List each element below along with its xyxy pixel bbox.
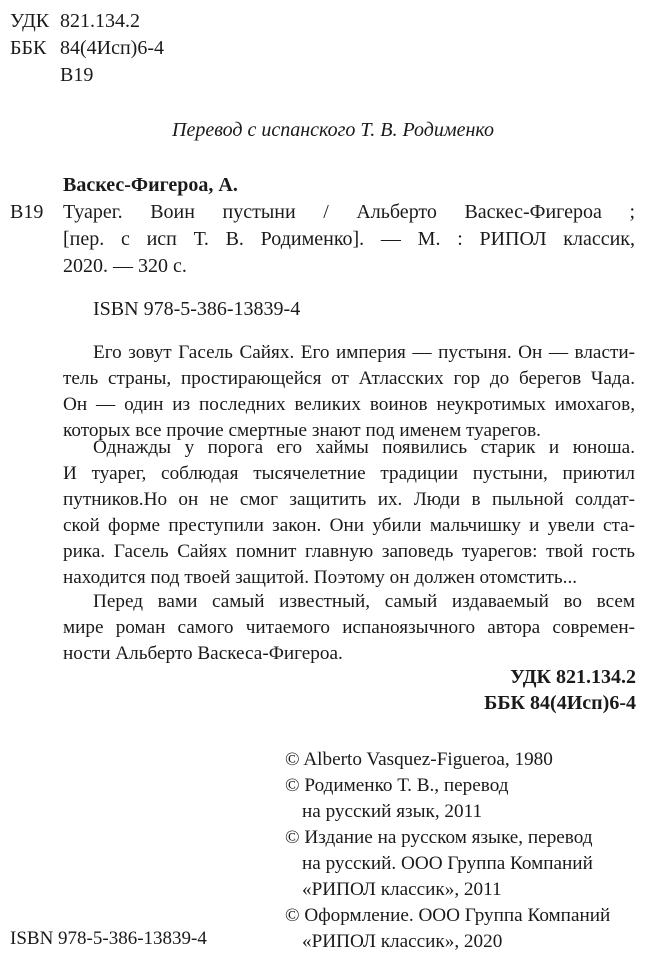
copyright-line: © Оформление. ООО Группа Компаний xyxy=(285,905,611,926)
author-heading: Васкес-Фигероа, А. xyxy=(63,174,238,196)
copyright-line: на русский язык, 2011 xyxy=(302,801,483,822)
entry-line: 2020. — 320 с. xyxy=(63,255,187,277)
bbk-label: ББК xyxy=(10,37,47,59)
author-mark: В19 xyxy=(60,64,94,86)
copyright-line: «РИПОЛ классик», 2020 xyxy=(302,931,503,952)
copyright-line: © Alberto Vasquez-Figueroa, 1980 xyxy=(285,749,553,770)
entry-mark: В19 xyxy=(10,201,44,223)
annotation-paragraph-3 xyxy=(63,589,635,667)
copyright-line: «РИПОЛ классик», 2011 xyxy=(302,879,502,900)
footer-isbn: ISBN 978-5-386-13839-4 xyxy=(10,928,207,949)
annotation-line: ности Альберто Васкеса-Фигероа. xyxy=(63,643,343,664)
annotation-line: Однажды у порога его хаймы появились старик и юноша. xyxy=(93,437,635,458)
udk-right: УДК 821.134.2 xyxy=(510,666,636,688)
entry-isbn: ISBN 978-5-386-13839-4 xyxy=(93,298,301,320)
annotation-line: путников.Но он не смог защитить их. Люди в пыльной солдат- xyxy=(63,489,635,510)
annotation-line: Он — один из последних великих воинов неукротимых имохагов, xyxy=(63,394,635,415)
annotation-line: ской форме преступили закон. Они убили мальчишку и увели ста- xyxy=(63,515,635,536)
annotation-line: И туарег, соблюдая тысячелетние традиции пустыни, приютил xyxy=(63,463,635,484)
annotation-line: мире роман самого читаемого испаноязычного автора современ- xyxy=(63,617,635,638)
translator-line: Перевод с испанского Т. В. Родименко xyxy=(172,119,495,141)
annotation-paragraph-2 xyxy=(63,435,635,591)
copyright-line: на русский. ООО Группа Компаний xyxy=(302,853,593,874)
copyright-line: © Издание на русском языке, перевод xyxy=(285,827,593,848)
annotation-line: рика. Гасель Сайях помнит главную заповедь туарегов: твой гость xyxy=(63,541,635,562)
copyright-line: © Родименко Т. В., перевод xyxy=(285,775,509,796)
entry-line: Туарег. Воин пустыни / Альберто Васкес-Фигероа ; xyxy=(63,201,635,223)
bibliographic-entry xyxy=(63,199,635,280)
annotation-line: тель страны, простирающейся от Атласских гор до берегов Чада. xyxy=(63,368,635,389)
udk-line xyxy=(10,8,140,35)
annotation-line: которых все прочие смертные знают под именем туарегов. xyxy=(63,420,541,441)
annotation-paragraph-1 xyxy=(63,340,635,444)
annotation-line: Его зовут Гасель Сайях. Его империя — пустыня. Он — власти- xyxy=(93,342,635,363)
annotation-line: Перед вами самый известный, самый издаваемый во всем xyxy=(93,591,635,612)
bbk-right: ББК 84(4Исп)6-4 xyxy=(484,692,636,714)
bbk-value: 84(4Исп)6-4 xyxy=(60,37,165,59)
copyright-block xyxy=(285,747,625,955)
annotation-line: находится под твоей защитой. Поэтому он должен отомстить... xyxy=(63,567,578,588)
entry-line: [пер. с исп Т. В. Родименко]. — М. : РИПОЛ классик, xyxy=(63,228,635,250)
udk-value: 821.134.2 xyxy=(60,10,140,32)
bbk-line xyxy=(10,35,164,62)
udk-label: УДК xyxy=(10,10,50,32)
